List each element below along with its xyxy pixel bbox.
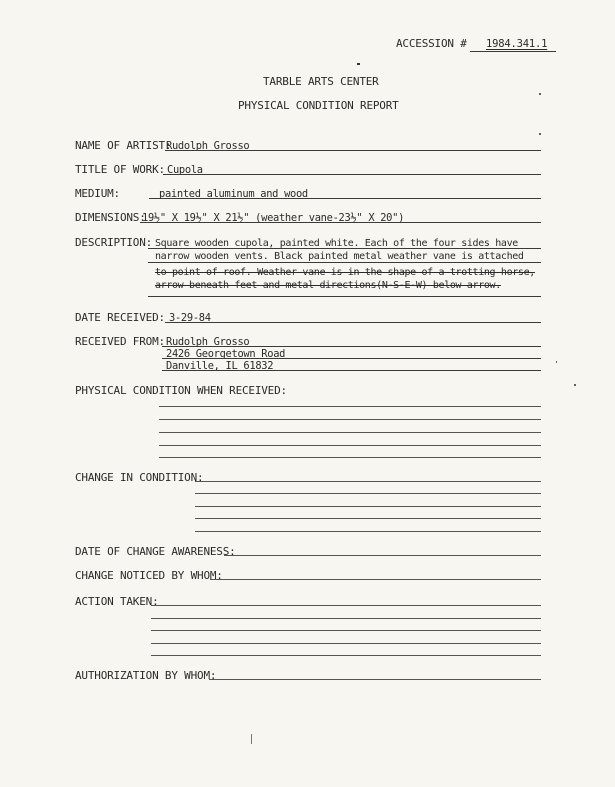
description-line-3: to point of roof. Weather vane is in the shape of a trotting horse, (155, 267, 535, 278)
received-from-street: 2426 Georgetown Road (166, 348, 286, 360)
date-of-change-rule (224, 555, 541, 556)
change-in-condition-label: CHANGE IN CONDITION: (75, 471, 204, 484)
authorization-label: AUTHORIZATION BY WHOM: (75, 669, 217, 682)
description-line-1: Square wooden cupola, painted white. Each of the four sides have (155, 238, 518, 249)
artist-value: Rudolph Grosso (166, 140, 250, 152)
artist-rule (165, 150, 541, 151)
physical-condition-label: PHYSICAL CONDITION WHEN RECEIVED: (75, 384, 287, 397)
description-line-4: arrow beneath feet and metal directions(N-S-E-W) below arrow. (155, 280, 501, 291)
action-rule-5 (151, 655, 541, 656)
date-received-label: DATE RECEIVED: (75, 311, 165, 324)
received-from-city: Danville, IL 61832 (166, 360, 274, 372)
change-noticed-rule (210, 579, 541, 580)
change-rule-2 (195, 493, 541, 494)
paper-speck (556, 361, 557, 363)
change-rule-5 (195, 531, 541, 532)
paper-speck (539, 93, 541, 95)
description-label: DESCRIPTION: (75, 236, 153, 249)
title-label: TITLE OF WORK: (75, 163, 165, 176)
action-taken-label: ACTION TAKEN: (75, 595, 159, 608)
description-rule-3 (148, 296, 541, 297)
action-rule-2 (151, 618, 541, 619)
organization-name: TARBLE ARTS CENTER (263, 75, 379, 88)
accession-rule (470, 51, 556, 52)
action-rule-1 (151, 605, 541, 606)
dimensions-rule (140, 222, 541, 223)
paper-speck (539, 133, 541, 135)
physical-condition-rule-1 (159, 406, 541, 407)
date-received-rule (165, 322, 541, 323)
artist-label: NAME OF ARTIST: (75, 139, 172, 152)
title-rule (163, 174, 541, 175)
authorization-rule (209, 679, 541, 680)
change-noticed-label: CHANGE NOTICED BY WHOM: (75, 569, 223, 582)
received-from-label: RECEIVED FROM: (75, 335, 165, 348)
paper-speck (251, 734, 252, 744)
action-rule-3 (151, 630, 541, 631)
paper-speck (357, 63, 360, 65)
accession-number: 1984.341.1 (486, 38, 548, 50)
report-title: PHYSICAL CONDITION REPORT (238, 99, 399, 112)
medium-value: painted aluminum and wood (159, 188, 308, 200)
received-from-rule-1 (162, 346, 541, 347)
physical-condition-rule-2 (159, 419, 541, 420)
change-rule-4 (195, 518, 541, 519)
medium-rule (149, 198, 541, 199)
received-from-name: Rudolph Grosso (166, 336, 250, 348)
physical-condition-rule-3 (159, 432, 541, 433)
description-rule-1 (148, 248, 541, 249)
description-rule-2 (148, 262, 541, 263)
change-rule-1 (195, 481, 541, 482)
paper-speck (574, 384, 576, 386)
date-received-value: 3-29-84 (169, 312, 211, 324)
description-line-2: narrow wooden vents. Black painted metal weather vane is attached (155, 251, 524, 262)
date-of-change-label: DATE OF CHANGE AWARENESS: (75, 545, 236, 558)
action-rule-4 (151, 643, 541, 644)
physical-condition-rule-5 (159, 457, 541, 458)
received-from-rule-3 (162, 370, 541, 371)
change-rule-3 (195, 506, 541, 507)
physical-condition-rule-4 (159, 445, 541, 446)
title-value: Cupola (167, 164, 203, 176)
dimensions-label: DIMENSIONS: (75, 211, 146, 224)
received-from-rule-2 (162, 358, 541, 359)
accession-label: ACCESSION # (396, 37, 467, 50)
medium-label: MEDIUM: (75, 187, 120, 200)
dimensions-value: 19½" X 19½" X 21½" (weather vane-23½" X 20") (142, 212, 405, 224)
